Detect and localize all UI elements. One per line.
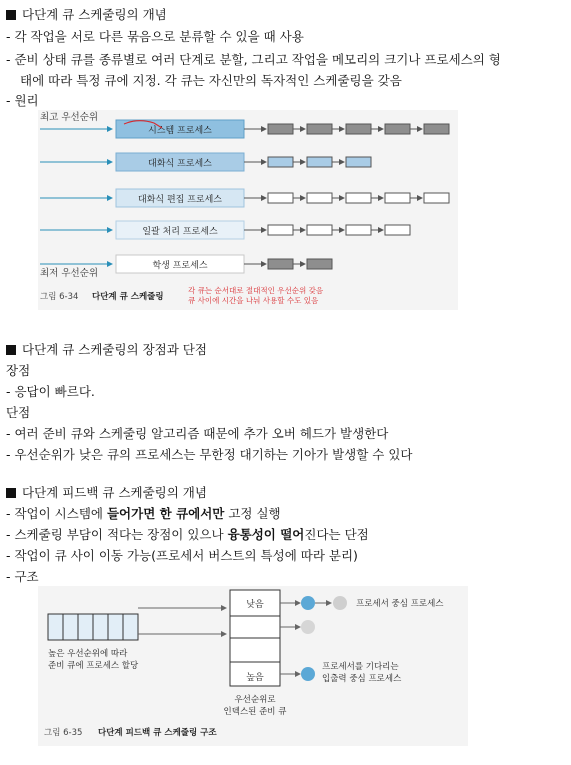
high-label: 높음 [246,673,264,683]
process-circle [301,620,315,634]
queue-label-interactive: 대화식 프로세스 [148,159,212,169]
figure-6-34 [38,110,458,310]
top-priority-label: 최고 우선순위 [40,112,99,123]
section1-bullet: - 준비 상태 큐를 종류별로 여러 단계로 분할, 그리고 작업을 메모리의 크기나 프로세스의 형 [6,52,501,67]
section1-bullet: - 원리 [6,93,39,108]
figure-caption-number: 그림 6-34 [40,292,79,302]
figure-caption-title: 다단계 큐 스케줄링 [92,292,164,302]
bottom-priority-label: 최저 우선순위 [40,268,99,279]
section1-heading: 다단계 큐 스케줄링의 개념 [6,6,167,24]
process-circle [333,596,347,610]
left-label: 높은 우선순위에 따라 [48,649,128,659]
section3-bullet: - 작업이 시스템에 들어가면 한 큐에서만 고정 실행 [6,506,281,521]
left-label: 준비 큐에 프로세스 할당 [48,661,139,671]
queue-label-interactive-edit: 대화식 편집 프로세스 [138,195,222,205]
cons-item: - 여러 준비 큐와 스케줄링 알고리즘 때문에 추가 오버 헤드가 발생한다 [6,426,389,441]
figure-background [38,110,458,310]
square-bullet-icon [6,488,16,498]
square-bullet-icon [6,345,16,355]
cons-title: 단점 [6,405,31,420]
queue-caption: 우선순위로 [234,695,276,705]
process-circle [301,596,315,610]
cons-item: - 우선순위가 낮은 큐의 프로세스는 무한정 대기하는 기아가 발생할 수 있다 [6,447,413,462]
section1-bullet-cont: 태에 따라 특정 큐에 지정. 각 큐는 자신만의 독자적인 스케줄링을 갖음 [20,73,402,88]
pros-item: - 응답이 빠르다. [6,384,95,399]
handwritten-note: 큐 사이에 시간을 나눠 사용할 수도 있음 [188,296,319,305]
io-bound-label: 입출력 중심 프로세스 [322,674,402,684]
queue-caption: 인덱스된 준비 큐 [223,707,287,717]
figure-6-35 [38,586,468,746]
section3-bullet: - 구조 [6,569,39,584]
process-circle [301,667,315,681]
figure-caption-number: 그림 6-35 [44,728,83,738]
section1-bullet: - 각 작업을 서로 다른 묶음으로 분류할 수 있을 때 사용 [6,29,304,44]
square-bullet-icon [6,10,16,20]
queue-label-system: 시스템 프로세스 [148,126,212,136]
section2-heading: 다단계 큐 스케줄링의 장점과 단점 [6,341,207,359]
cpu-bound-label: 프로세서 중심 프로세스 [356,599,444,609]
queue-label-batch: 일괄 처리 프로세스 [142,227,218,237]
ready-queue-cells [48,614,138,640]
figure-caption-title: 다단계 피드백 큐 스케줄링 구조 [98,728,217,738]
handwritten-note: 각 큐는 순서대로 절대적인 우선순위 갖음 [188,286,324,295]
pros-title: 장점 [6,363,31,378]
process-chain [244,225,410,235]
io-bound-label: 프로세서를 기다리는 [322,662,399,672]
section3-heading: 다단계 피드백 큐 스케줄링의 개념 [6,484,207,502]
section3-bullet: - 작업이 큐 사이 이동 가능(프로세서 버스트의 특성에 따라 분리) [6,548,358,563]
section3-bullet: - 스케줄링 부담이 적다는 장점이 있으나 융통성이 떨어진다는 단점 [6,527,369,542]
low-label: 낮음 [246,600,264,610]
queue-label-student: 학생 프로세스 [152,261,208,271]
